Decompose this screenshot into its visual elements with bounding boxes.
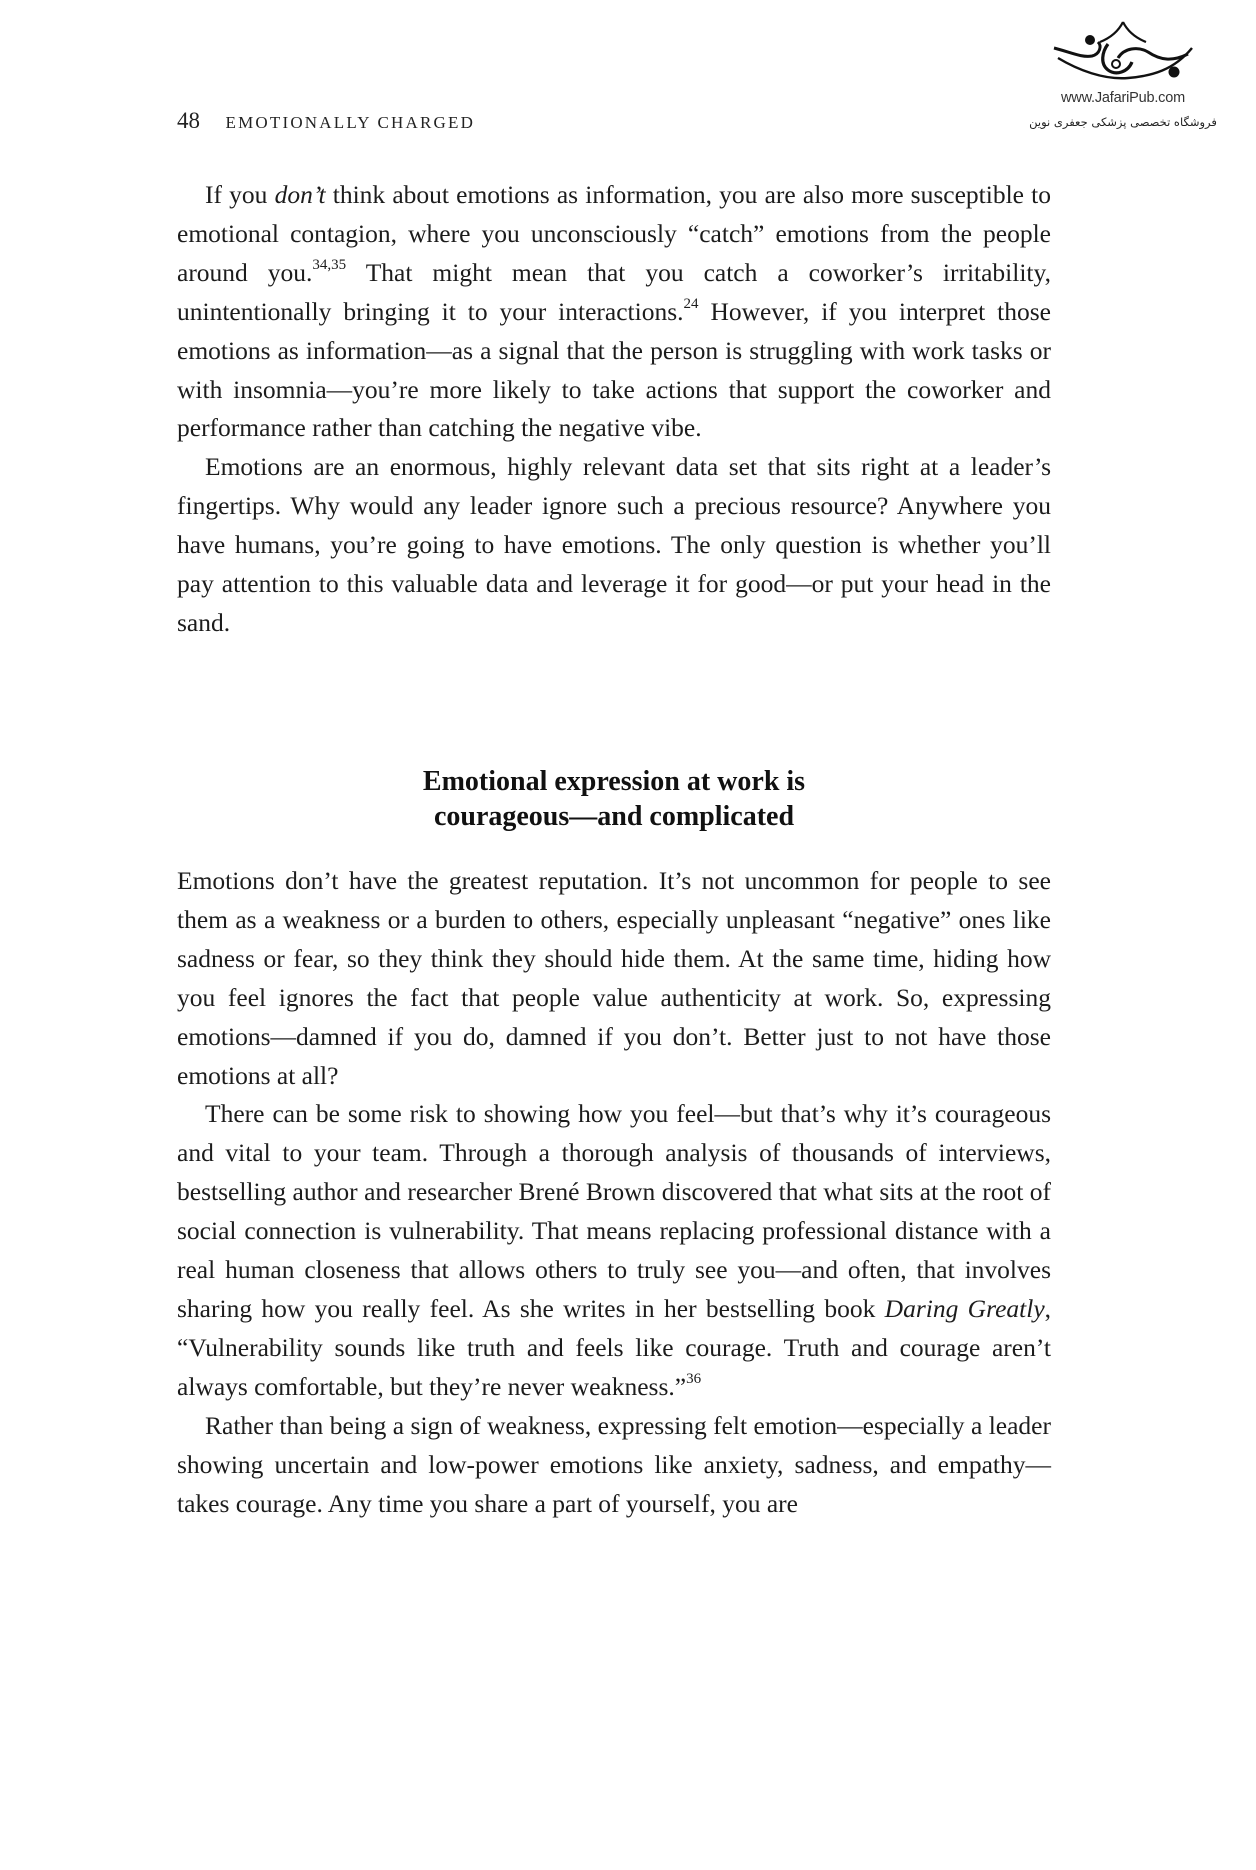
italic-run: Daring Greatly [884,1293,1045,1323]
paragraph [177,1407,1051,1524]
text-run: There can be some risk to showing how you feel—but that’s why it’s courageous and vital to your team. Through a thorough analysis of thousands of interviews, bestselling author and researcher Brené Brown discovered that what sits at the root of social connection is vulnerability. That means replacing professional distance with a real human closeness that allows others to truly see you—and often, that involves sharing how you really feel. As she writes in her bestselling book [177,1099,1051,1323]
paragraph [177,448,1051,643]
citation-superscript: 34,35 [312,257,347,274]
citation-superscript: 36 [686,1371,702,1388]
jafaripub-logo-icon [1048,18,1198,88]
paragraph [177,176,1051,448]
italic-run: don’t [274,180,326,209]
heading-line-1: Emotional expression at work is [422,766,806,798]
publisher-watermark [1018,18,1228,143]
text-run: However, if you interpret those emotions as information—as a signal that the person is struggling with work tasks or with insomnia—you’re more likely to take actions that support the coworker and performance rather than catching the negative vibe. [177,296,1052,443]
publisher-url: www.JafariPub.com [1061,90,1185,106]
text-run: Rather than being a sign of weakness, expressing felt emotion—especially a leader showing uncertain and low-power emotions like anxiety, sadness, and empathy—takes courage. Any time you share a part of yourself, you are [177,1410,1051,1518]
page-number: 48 [177,108,200,133]
section-2-body [177,862,1051,1523]
running-head [177,108,475,134]
text-run: Emotions are an enormous, highly relevant data set that sits right at a leader’s fingertips. Why would any leader ignore such a precious resource? Anywhere you have humans, you’re going to have emotions. The only question is whether you’ll pay attention to this valuable data and leverage it for good—or put your head in the sand. [177,452,1051,637]
citation-superscript: 24 [683,296,699,313]
text-run: That might mean that you catch a coworker’s irritability, unintentionally bringing it to your interactions. [177,257,1051,326]
text-run: , “Vulnerability sounds like truth and feels like courage. Truth and courage aren’t always comfortable, but they’re never weakness.” [177,1293,1052,1401]
running-title: EMOTIONALLY CHARGED [225,113,476,132]
section-heading [177,764,1051,834]
text-run: think about emotions as information, you are also more susceptible to emotional contagion, where you unconsciously “catch” emotions from the people around you. [177,180,1051,287]
text-run: Emotions don’t have the greatest reputation. It’s not uncommon for people to see them as a weakness or a burden to others, especially unpleasant “negative” ones like sadness or fear, so they think they should hide them. At the same time, hiding how you feel ignores the fact that people value authenticity at work. So, expressing emotions—damned if you do, damned if you don’t. Better just to not have those emotions at all? [177,866,1051,1090]
heading-line-2: courageous—and complicated [433,801,795,833]
paragraph [177,862,1051,1095]
publisher-tagline: فروشگاه تخصصی پزشکی جعفری نوین [1029,115,1217,129]
section-1-body [177,176,1051,643]
text-run: If you [205,180,275,209]
paragraph [177,1095,1051,1406]
